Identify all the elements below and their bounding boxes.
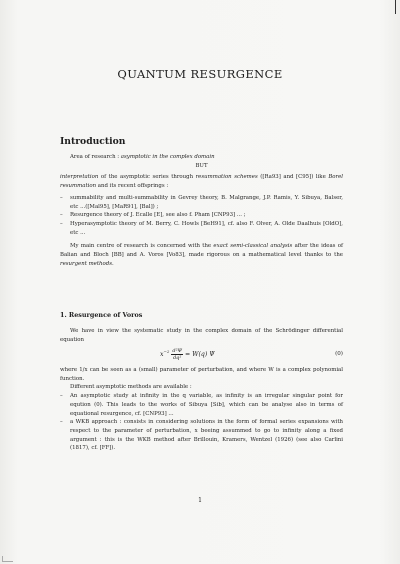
eq-fraction xyxy=(171,348,183,361)
eq-x: x xyxy=(160,351,164,358)
equation-body xyxy=(160,348,215,361)
eq-right-side: = W(q) Ψ xyxy=(184,351,215,358)
interp-mid: of the asymptotic series through xyxy=(98,174,196,181)
methods-list xyxy=(60,392,343,453)
but-line: BUT xyxy=(195,162,208,169)
section1-para1 xyxy=(60,327,343,344)
equation-number: (0) xyxy=(335,351,343,357)
list-item: – Hyperasymptotic theory of M. Berry, C. Howls [BeH91], cf. also F. Olver, A. Olde Daalhuis [OldO], etc ... xyxy=(60,220,343,237)
list-item: – An asymptotic study at infinity in the q variable, as infinity is an irregular singular point for eqution (0). This leads to the works of Sibuya [Sib], which can be analyse also in terms of equational resurgence, cf. [CNP93] ... xyxy=(60,392,343,418)
scan-corner-mark xyxy=(2,556,13,562)
interp-end: and its recent offsprings : xyxy=(96,183,169,190)
main-em: exact semi-classical analysis xyxy=(213,243,293,250)
eq-exponent: −2 xyxy=(163,348,170,354)
eq-denominator: dq² xyxy=(172,355,182,361)
main-em2: resurgent methods xyxy=(60,260,112,267)
list-item: – a WKB approach : consists in considering solutions in the form of formal series expansions with respect to the parameter of perturbation, x beeing assummed to go to infinity along a fixed argument : this is the WKB method after Brillouin, Kramers, Wentzel (1926) (see also Carlini (1817), cf. [FF]). xyxy=(60,418,343,453)
main-prefix: My main centre of research is concerned with the xyxy=(70,243,214,250)
resummation-list xyxy=(60,194,343,238)
area-emphasis: asymptotic in the complex domain xyxy=(120,154,215,160)
main-end: . xyxy=(111,260,114,267)
area-prefix: Area of research : xyxy=(70,154,121,160)
list-item: – summability and multi-summability in Gevrey theory, B. Malgrange, J.P. Ramis, Y. Sibuya, Balser, etc ...([Mal95], [MaR91], [Bal]) ; xyxy=(60,194,343,211)
section1-heading: 1. Resurgence of Voros xyxy=(60,311,143,319)
section1-para3: Different asymptotic methods are available : xyxy=(70,384,192,391)
interpretation-paragraph xyxy=(60,173,343,190)
page-title: QUANTUM RESURGENCE xyxy=(117,67,283,81)
eq-numerator: d²Ψ xyxy=(172,348,182,354)
list-item: – Resurgence theory of J. Ecalle [E], see also f. Pham [CNP93] ... ; xyxy=(60,211,343,220)
introduction-body xyxy=(60,153,343,268)
page-number: 1 xyxy=(198,497,202,504)
section1-para2: where 1/x can be seen as a (small) parameter of perturbation, and where W is a complex polynomial function. xyxy=(60,367,343,382)
section1-intro-text: We have in view the systematic study in the complex domain of the Schrödinger differential equation xyxy=(60,328,343,343)
interp-em: interpretation xyxy=(60,174,99,181)
section1-body xyxy=(60,366,343,453)
schrodinger-equation xyxy=(60,345,343,365)
scan-edge-mark xyxy=(395,0,397,14)
main-research-paragraph xyxy=(60,242,343,268)
main-mid: after the ideas of Balian and Bloch [BB] and A. Voros [Vo83], made rigorous on a mathematical level thanks to the xyxy=(60,243,343,259)
interp-em3: Borel resummation xyxy=(60,174,344,190)
interp-tail: ([Ra93] and [C95]) like xyxy=(257,174,329,181)
introduction-heading: Introduction xyxy=(60,136,126,147)
interp-em2: resummation schemes xyxy=(195,174,258,181)
area-line xyxy=(60,153,343,162)
